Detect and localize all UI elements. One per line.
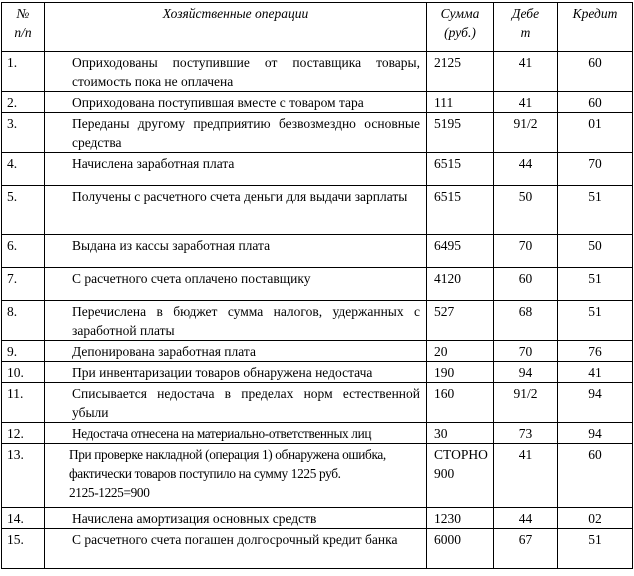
row-debit: 91/2 [494,383,558,423]
row-num: 6. [2,235,45,268]
row-sum-line2: 900 [434,466,455,481]
row-operation: Перечислена в бюджет сумма налогов, удержанных с заработной платы [45,301,427,341]
row-sum: 6515 [427,186,494,235]
row-debit: 68 [494,301,558,341]
row-operation: С расчетного счета оплачено поставщику [45,268,427,301]
table-row [2,383,633,423]
row-debit: 91/2 [494,113,558,153]
row-operation: Выдана из кассы заработная плата [45,235,427,268]
header-num-line1: № [16,6,30,21]
table-row [2,341,633,362]
header-debit-line1: Дебе [511,6,540,21]
table-row [2,186,633,235]
row-sum: 111 [427,92,494,113]
table-row [2,268,633,301]
row-num: 1. [2,52,45,92]
header-debit-line2: т [520,25,531,40]
row-credit: 94 [558,423,633,444]
table-row [2,529,633,569]
row-sum: 4120 [427,268,494,301]
table-row [2,301,633,341]
table-row [2,235,633,268]
row-debit: 70 [494,341,558,362]
row-num: 3. [2,113,45,153]
row-credit: 60 [558,52,633,92]
row-debit: 73 [494,423,558,444]
row-num: 5. [2,186,45,235]
row-debit: 94 [494,362,558,383]
row-sum: 6495 [427,235,494,268]
row-num: 14. [2,508,45,529]
table-row [2,362,633,383]
row-num: 13. [2,444,45,508]
row-sum-line1: СТОРНО [434,447,488,462]
header-sum-line2: (руб.) [444,25,476,40]
row-operation: Начислена амортизация основных средств [45,508,427,529]
row-operation: С расчетного счета погашен долгосрочный кредит банка [45,529,427,569]
row-credit: 02 [558,508,633,529]
row-num: 2. [2,92,45,113]
row-num: 9. [2,341,45,362]
row-num: 7. [2,268,45,301]
row-credit: 01 [558,113,633,153]
row-operation: Переданы другому предприятию безвозмездно основные средства [45,113,427,153]
row-debit: 67 [494,529,558,569]
row-num: 15. [2,529,45,569]
row-num: 4. [2,153,45,186]
row-debit: 44 [494,153,558,186]
row-debit: 41 [494,92,558,113]
row-sum [427,444,494,508]
header-sum-line1: Сумма [440,6,480,21]
row-credit: 60 [558,92,633,113]
row-debit: 41 [494,52,558,92]
row-credit: 51 [558,186,633,235]
row-operation: Недостача отнесена на материально-ответственных лиц [45,423,427,444]
row-operation: Оприходованы поступившие от поставщика товары, стоимость пока не оплачена [45,52,427,92]
row-sum: 6515 [427,153,494,186]
row-operation-line3: 2125-1225=900 [69,485,150,500]
row-debit: 70 [494,235,558,268]
row-credit: 51 [558,529,633,569]
row-sum: 1230 [427,508,494,529]
header-num [2,3,45,52]
row-sum: 527 [427,301,494,341]
table-row [2,508,633,529]
row-credit: 60 [558,444,633,508]
table-row [2,92,633,113]
row-credit: 41 [558,362,633,383]
row-sum: 20 [427,341,494,362]
header-credit: Кредит [558,3,633,52]
row-num: 12. [2,423,45,444]
table-row [2,52,633,92]
row-sum: 2125 [427,52,494,92]
row-operation: Начислена заработная плата [45,153,427,186]
row-operation: Депонирована заработная плата [45,341,427,362]
row-num: 11. [2,383,45,423]
header-debit [494,3,558,52]
row-operation: Получены с расчетного счета деньги для выдачи зарплаты [45,186,427,235]
row-credit: 76 [558,341,633,362]
row-credit: 70 [558,153,633,186]
operations-table [1,2,633,569]
row-operation: Списывается недостача в пределах норм естественной убыли [45,383,427,423]
row-debit: 44 [494,508,558,529]
row-debit: 41 [494,444,558,508]
table-row [2,444,633,508]
row-operation-line1: При проверке накладной (операция 1) обнаружена ошибка, [69,447,386,462]
header-num-line2: п/п [14,25,32,40]
header-row [2,3,633,52]
row-operation-line2: фактически товаров поступило на сумму 1225 руб. [69,466,341,481]
row-sum: 190 [427,362,494,383]
table-row [2,423,633,444]
row-num: 10. [2,362,45,383]
header-operation: Хозяйственные операции [45,3,427,52]
row-operation [45,444,427,508]
header-sum [427,3,494,52]
row-operation: Оприходована поступившая вместе с товаром тара [45,92,427,113]
row-sum: 5195 [427,113,494,153]
row-debit: 60 [494,268,558,301]
row-credit: 50 [558,235,633,268]
row-credit: 51 [558,301,633,341]
row-credit: 94 [558,383,633,423]
table-row [2,153,633,186]
row-sum: 6000 [427,529,494,569]
row-operation: При инвентаризации товаров обнаружена недостача [45,362,427,383]
table-row [2,113,633,153]
row-debit: 50 [494,186,558,235]
row-sum: 160 [427,383,494,423]
row-credit: 51 [558,268,633,301]
row-num: 8. [2,301,45,341]
row-sum: 30 [427,423,494,444]
